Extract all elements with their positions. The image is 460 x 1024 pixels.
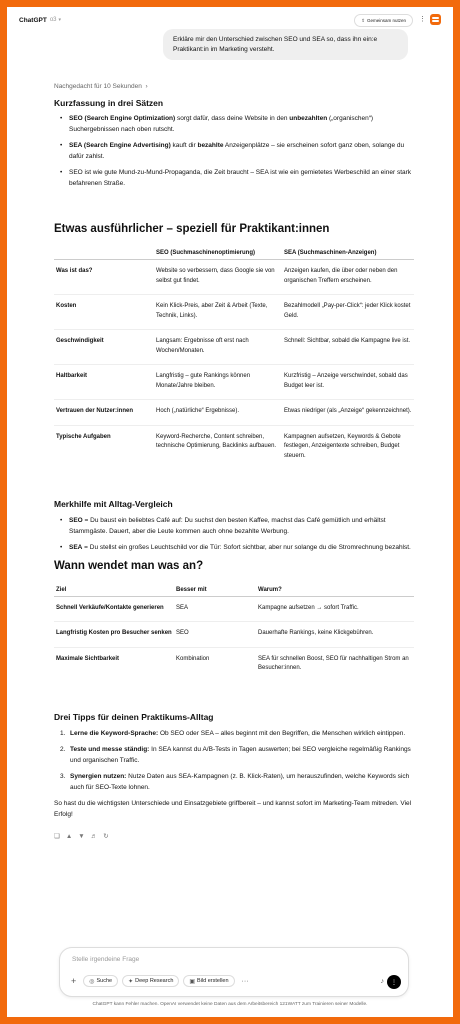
chevron-right-icon: ›	[143, 83, 148, 90]
table-row: Langfristig Kosten pro Besucher senken SEO Dauerhafte Rankings, keine Klickgebühren.	[54, 622, 414, 648]
table-header: SEO (Suchmaschinenoptimierung)	[154, 247, 282, 260]
app-title: ChatGPT	[19, 16, 47, 24]
search-button[interactable]: ◎ Suche	[83, 975, 118, 987]
table-row: Was ist das? Website so verbessern, dass Google sie von selbst gut findet. Anzeigen kaufen, die über oder neben den organischen Treffern erscheinen.	[54, 260, 414, 295]
table-row: Typische Aufgaben Keyword-Recherche, Content schreiben, technische Optimierung, Backlinks aufbauen. Kampagnen aufsetzen, Keywords & Gebote festlegen, Anzeigentexte schreiben, Budget steuern.	[56, 433, 401, 459]
share-icon: ⇪	[361, 17, 365, 23]
brand-logo-icon	[430, 14, 441, 25]
share-button[interactable]	[354, 14, 413, 27]
table-header: Warum?	[256, 584, 414, 597]
tips-heading: Drei Tipps für deinen Praktikums-Alltag	[54, 711, 214, 722]
table-header: Besser mit	[174, 584, 256, 597]
table-row: Maximale Sichtbarkeit Kombination SEA für schnellen Boost, SEO für nachhaltigen Strom an Besucher:innen.	[56, 655, 409, 671]
composer	[59, 947, 409, 997]
voice-mode-icon[interactable]: ⋮	[387, 975, 401, 989]
list-item: • SEA = Du stellst ein großes Leuchtschild vor die Tür: Sofort sichtbar, aber nur solange du die Stromrechnung bezahlst.	[60, 543, 414, 554]
chevron-down-icon[interactable]: ▾	[58, 17, 62, 23]
list-item: • SEO ist wie gute Mund-zu-Mund-Propaganda, die Zeit braucht – SEA ist wie ein gemietetes Werbeschild an einer stark befahrenen Straße.	[60, 168, 414, 189]
table-header	[54, 247, 154, 260]
table-row: Haltbarkeit Langfristig – gute Rankings können Monate/Jahre bleiben. Kurzfristig – Anzeige verschwindet, sobald das Budget leer ist.	[54, 365, 414, 400]
list-item: 3. Synergien nutzen: Nutze Daten aus SEA-Kampagnen (z. B. Klick-Raten), um herauszufinden, welche Keywords sich auch für SEO-Texte lohnen.	[60, 773, 410, 791]
composer-tools	[68, 975, 252, 987]
analogy-heading: Merkhilfe mit Alltag-Vergleich	[54, 499, 173, 509]
user-message: Erkläre mir den Unterschied zwischen SEO und SEA so, dass ihn ein:e Praktikant:in im Marketing versteht.	[163, 29, 408, 60]
thought-label: Nachgedacht für 10 Sekunden	[54, 83, 142, 90]
thought-toggle[interactable]	[54, 83, 414, 90]
when-heading: Wann wendet man was an?	[54, 559, 204, 572]
list-item: 2. Teste und messe ständig: In SEA kannst du A/B-Tests in Tagen auswerten; bei SEO vergleiche regelmäßig Rankings und organischen Traffic.	[60, 746, 411, 764]
thumbs-up-icon[interactable]: ▲	[65, 832, 73, 840]
more-tools-icon[interactable]: ···	[241, 977, 249, 985]
thumbs-down-icon[interactable]: ▼	[78, 832, 85, 840]
tips-list	[54, 729, 414, 794]
more-options-icon[interactable]: ⋮	[419, 16, 426, 23]
create-image-button[interactable]: ▣ Bild erstellen	[183, 975, 234, 987]
read-aloud-icon[interactable]: ♬	[90, 832, 98, 840]
table-header: Ziel	[54, 584, 174, 597]
list-item: • SEO (Search Engine Optimization) sorgt dafür, dass deine Website in den unbezahlten („organischen“) Suchergebnissen nach oben rutscht.	[60, 114, 414, 135]
plus-icon[interactable]: +	[71, 976, 77, 986]
copy-icon[interactable]: ❏	[54, 833, 60, 840]
image-icon: ▣	[189, 978, 196, 985]
summary-heading: Kurzfassung in drei Sätzen	[54, 98, 164, 108]
assistant-response	[54, 83, 414, 840]
globe-icon: ◎	[89, 978, 95, 985]
regenerate-icon[interactable]: ↻	[103, 833, 109, 840]
table-row: Vertrauen der Nutzer:innen Hoch („natürliche“ Ergebnisse). Etwas niedriger (als „Anzeige“ gekennzeichnet).	[54, 400, 414, 426]
microphone-icon[interactable]: ♪	[380, 978, 384, 985]
analogy-list	[54, 516, 414, 554]
list-item: • SEO = Du baust ein beliebtes Café auf: Du suchst den besten Kaffee, machst das Café gemütlich und erhältst Stammgäste. Dauert, aber die Leute kommen auch ohne bezahlte Werbung.	[60, 516, 414, 537]
table-header: SEA (Suchmaschinen-Anzeigen)	[282, 247, 414, 260]
comparison-table	[54, 247, 414, 469]
model-selector[interactable]: o3	[49, 17, 57, 23]
detail-heading: Etwas ausführlicher – speziell für Praktikant:innen	[54, 223, 330, 235]
closing-text: So hast du die wichtigsten Unterschiede und Einsatzgebiete griffbereit – und kannst sofort im Marketing-Team mitreden. Viel Erfolg!	[54, 800, 412, 818]
table-row: Kosten Kein Klick-Preis, aber Zeit & Arbeit (Texte, Technik, Links). Bezahlmodell „Pay-per-Click“: jeder Klick kostet Geld.	[54, 295, 414, 330]
table-row: Geschwindigkeit Langsam: Ergebnisse oft erst nach Wochen/Monaten. Schnell: Sichtbar, sobald die Kampagne live ist.	[54, 330, 414, 365]
telescope-icon: ✦	[128, 978, 134, 985]
disclaimer: ChatGPT kann Fehler machen. OpenAI verwendet keine Daten aus dem Arbeitsbereich 121WATT zum Trainieren seiner Modelle.	[92, 1002, 368, 1007]
table-row: Schnell Verkäufe/Kontakte generieren SEA Kampagne aufsetzen → sofort Traffic.	[54, 596, 414, 622]
share-label: Gemeinsam nutzen	[366, 18, 406, 23]
app-window	[7, 7, 453, 1017]
message-actions	[54, 832, 414, 840]
list-item: 1. Lerne die Keyword-Sprache: Ob SEO oder SEA – alles beginnt mit den Begriffen, die Menschen wirklich eintippen.	[60, 729, 406, 737]
deep-research-button[interactable]: ✦ Deep Research	[122, 975, 179, 987]
usage-table	[54, 584, 414, 682]
summary-list	[54, 114, 414, 189]
prompt-input[interactable]	[72, 956, 372, 963]
list-item: • SEA (Search Engine Advertising) kauft dir bezahlte Anzeigenplätze – sie erscheinen sofort ganz oben, solange du dafür zahlst.	[60, 141, 414, 162]
